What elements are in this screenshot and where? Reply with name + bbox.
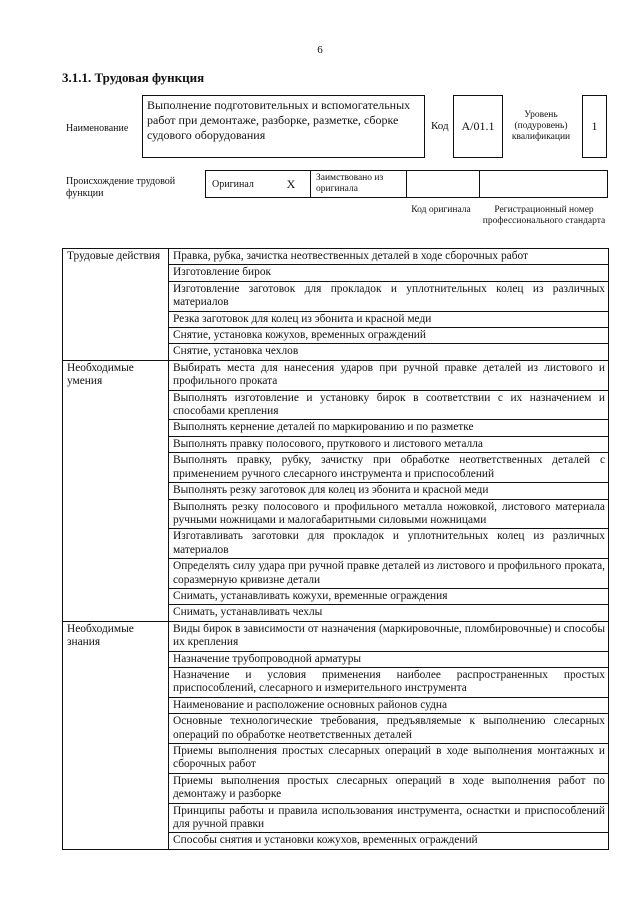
table-cell-item: Снятие, установка кожухов, временных ограждений (169, 328, 609, 344)
table-row (63, 621, 609, 651)
table-cell-item: Выполнять резку полосового и профильного металла ножовкой, листового материала ручными ножницами и малогабаритными силовыми ножницами (169, 499, 609, 529)
category-title: Необходимые знания (63, 621, 169, 849)
table-cell-item: Снимать, устанавливать чехлы (169, 605, 609, 621)
table-cell-item: Выполнять резку заготовок для колец из эбонита и красной меди (169, 483, 609, 499)
page-number: 6 (317, 44, 323, 56)
table-cell-item: Правка, рубка, зачистка неотвественных деталей в ходе сборочных работ (169, 249, 609, 265)
category-title: Трудовые действия (63, 249, 169, 361)
original-label: Оригинал (212, 178, 254, 190)
original-mark: X (286, 176, 296, 191)
table-cell-item: Изготавливать заготовки для прокладок и уплотнительных колец из различных материалов (169, 529, 609, 559)
table-cell-item: Приемы выполнения простых слесарных операций в ходе выполнения монтажных и сборочных работ (169, 744, 609, 774)
table-cell-item: Снятие, установка чехлов (169, 344, 609, 360)
reg-caption: Регистрационный номер профессионального стандарта (482, 205, 606, 226)
table-cell-item: Способы снятия и установки кожухов, временных ограждений (169, 833, 609, 849)
code-value: А/01.1 (453, 95, 503, 158)
category-title: Необходимые умения (63, 360, 169, 621)
table-cell-item: Снимать, устанавливать кожухи, временные ограждения (169, 588, 609, 604)
table-cell-item: Резка заготовок для колец из эбонита и красной меди (169, 311, 609, 327)
table-cell-item: Выполнять изготовление и установку бирок в соответствии с их назначением и способами крепления (169, 390, 609, 420)
table-cell-item: Выполнять правку, рубку, зачистку при обработке неответственных деталей с применением ручного слесарного инструмента и приспособлений (169, 453, 609, 483)
table-cell-item: Изготовление бирок (169, 265, 609, 281)
code-label: Код (431, 120, 449, 132)
function-name: Выполнение подготовительных и вспомогательных работ при демонтаже, разборке, разметке, сборке судового оборудования (142, 95, 425, 158)
origin-table (205, 170, 608, 198)
table-row (63, 249, 609, 265)
table-cell-item: Определять силу удара при ручной правке деталей из листового и профильного проката, соразмерную кривизне детали (169, 559, 609, 589)
table-cell-item: Наименование и расположение основных районов судна (169, 697, 609, 713)
table-cell-item: Назначение и условия применения наиболее распространенных простых приспособлений, слесарного и измерительного инструмента (169, 667, 609, 697)
table-row (63, 360, 609, 390)
code-caption: Код оригинала (411, 204, 471, 215)
level-label: Уровень (подуровень) квалификации (511, 109, 571, 142)
table-cell-item: Основные технологические требования, предъявляемые к выполнению слесарных операций по обработке неответственных деталей (169, 714, 609, 744)
function-table (62, 248, 609, 850)
table-cell-item: Выбирать места для нанесения ударов при ручной правке деталей из листового и профильного проката (169, 360, 609, 390)
borrowed-label: Заимствовано из оригинала (316, 173, 384, 194)
origin-label: Происхождение трудовой функции (66, 176, 176, 199)
table-cell-item: Выполнять кернение деталей по маркированию и по разметке (169, 420, 609, 436)
section-title: 3.1.1. Трудовая функция (62, 70, 205, 85)
table-cell-item: Изготовление заготовок для прокладок и уплотнительных колец из различных материалов (169, 281, 609, 311)
table-cell-item: Принципы работы и правила использования инструмента, оснастки и приспособлений для ручной правки (169, 803, 609, 833)
table-cell-item: Выполнять правку полосового, пруткового и листового металла (169, 436, 609, 452)
table-cell-item: Приемы выполнения простых слесарных операций в ходе выполнения работ по демонтажу и разборке (169, 773, 609, 803)
table-cell-item: Виды бирок в зависимости от назначения (маркировочные, пломбировочные) и способы их крепления (169, 621, 609, 651)
table-cell-item: Назначение трубопроводной арматуры (169, 651, 609, 667)
level-value: 1 (582, 95, 607, 158)
name-label: Наименование (66, 123, 129, 134)
